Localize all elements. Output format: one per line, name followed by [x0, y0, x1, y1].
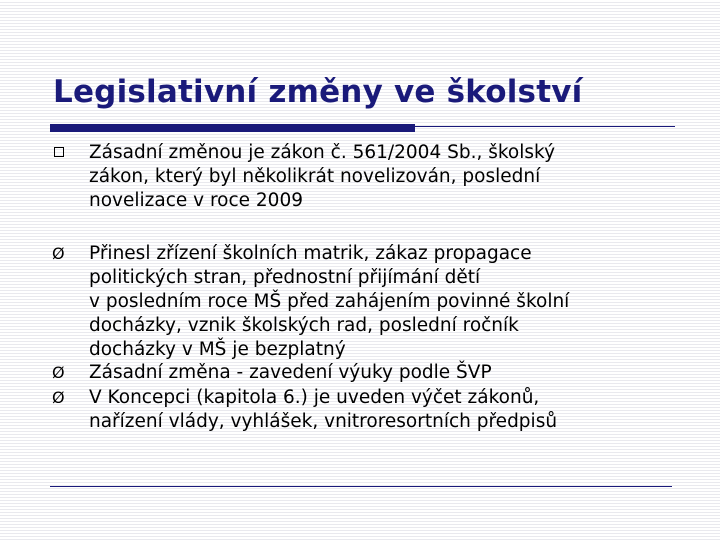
text-line: nařízení vlády, vyhlášek, vnitroresortních předpisů [89, 411, 558, 432]
text-line: V Koncepci (kapitola 6.) je uveden výčet zákonů, [89, 387, 540, 408]
title-underline-thick [50, 124, 415, 132]
text-line: v posledním roce MŠ před zahájením povinné školní [89, 291, 570, 312]
arrowhead-bullet-icon: Ø [52, 388, 65, 407]
text-line: Přinesl zřízení školních matrik, zákaz propagace [89, 243, 532, 264]
text-line: Zásadní změnou je zákon č. 561/2004 Sb., školský [89, 142, 556, 163]
arrowhead-bullet-icon: Ø [52, 244, 65, 263]
bullet-item-text [89, 386, 689, 434]
slide-title: Legislativní změny ve školství [53, 74, 583, 110]
bottom-divider [50, 486, 672, 487]
bullet-item-text [89, 361, 689, 385]
text-line: docházky v MŠ je bezplatný [89, 339, 346, 360]
title-underline-thin [415, 126, 675, 127]
text-line: novelizace v roce 2009 [89, 190, 303, 211]
text-line: zákon, který byl několikrát novelizován, poslední [89, 166, 541, 187]
bullet-item-text [89, 242, 689, 362]
arrowhead-bullet-icon: Ø [52, 363, 65, 382]
text-line: docházky, vznik školských rad, poslední ročník [89, 315, 519, 336]
bullet-item-text [89, 141, 689, 213]
text-line: politických stran, přednostní přijímání dětí [89, 267, 481, 288]
text-line: Zásadní změna - zavedení výuky podle ŠVP [89, 362, 492, 383]
